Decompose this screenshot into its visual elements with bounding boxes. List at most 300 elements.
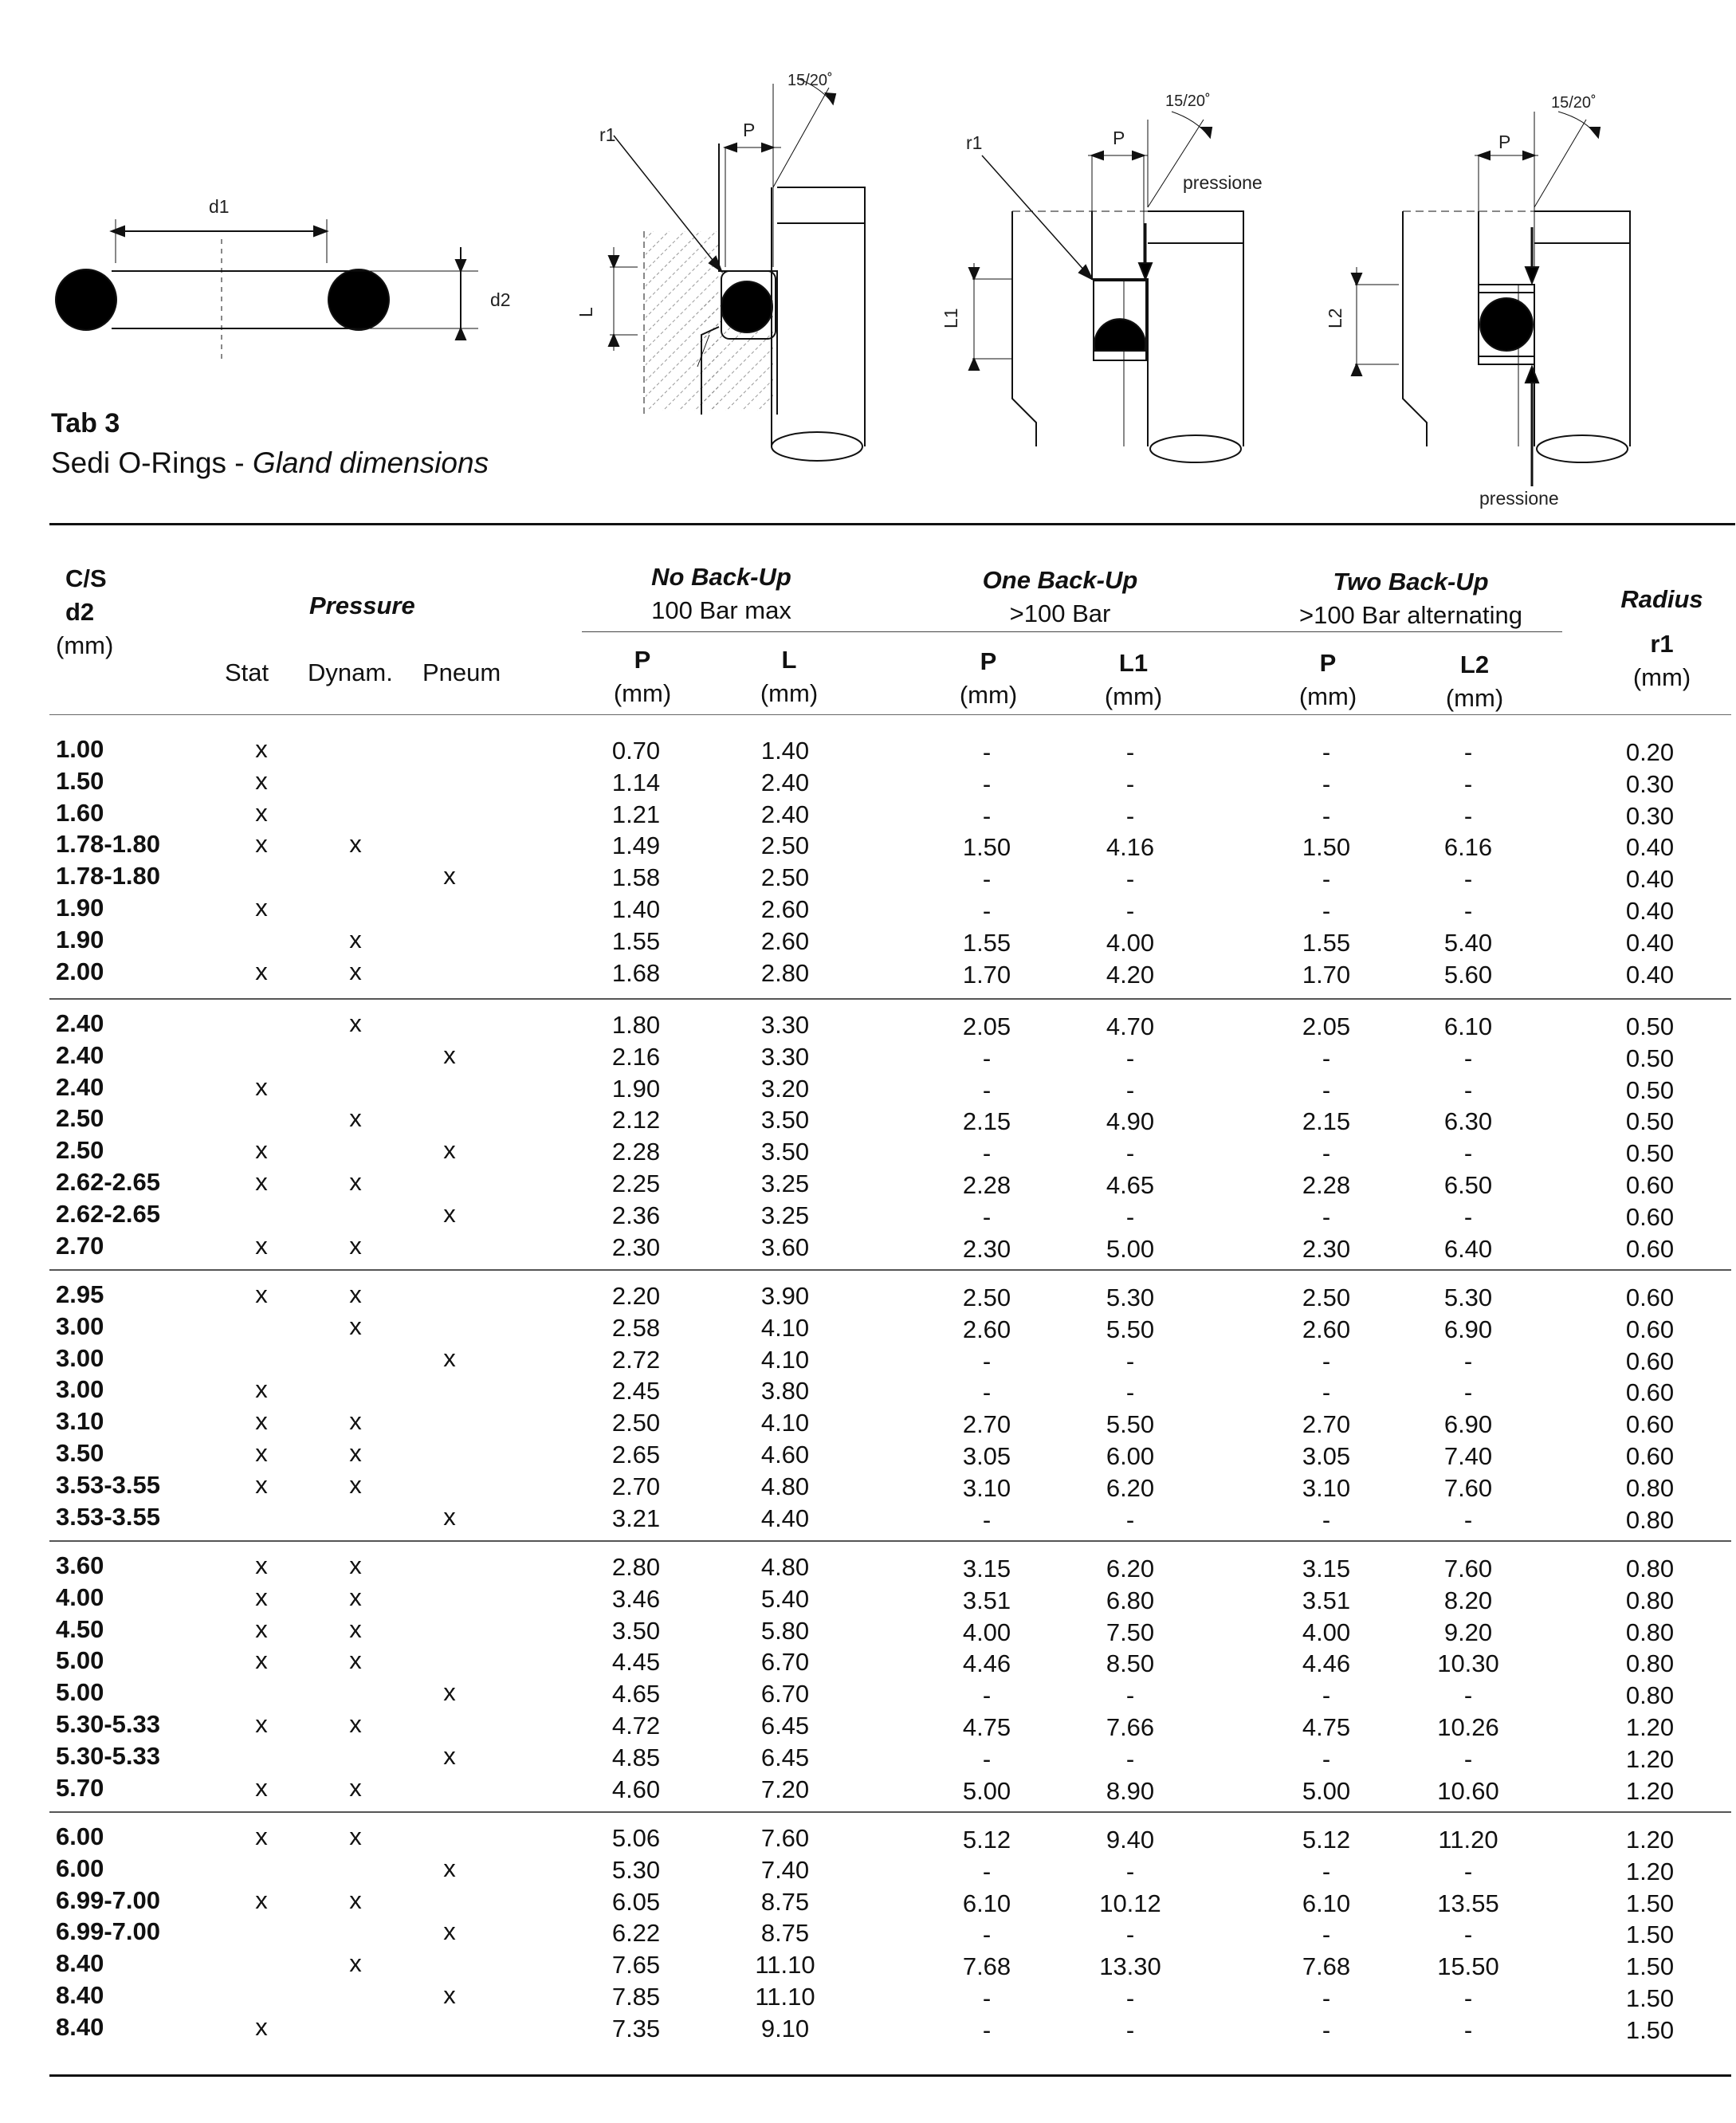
cell-p-two: 5.12 bbox=[1302, 1826, 1351, 1854]
cell-l-no: 3.50 bbox=[760, 1106, 810, 1134]
cell-cs: 2.40 bbox=[56, 1040, 104, 1069]
cell-l2-two: 6.90 bbox=[1443, 1315, 1493, 1343]
cell-r1: 0.60 bbox=[1625, 1410, 1675, 1439]
oring-section-diagram bbox=[56, 219, 478, 359]
cell-l1-one: - bbox=[1125, 1857, 1135, 1885]
cell-l-no: 11.10 bbox=[755, 1951, 815, 1980]
cell-r1: 0.40 bbox=[1625, 897, 1675, 925]
cell-l-no: 2.60 bbox=[760, 926, 810, 955]
cell-l2-two: - bbox=[1463, 801, 1473, 830]
cell-p-two: - bbox=[1322, 801, 1331, 830]
cell-p-no: 4.65 bbox=[611, 1680, 661, 1708]
cell-l2-two: - bbox=[1463, 1505, 1473, 1534]
cell-stat: x bbox=[255, 1136, 268, 1165]
cell-p-one: - bbox=[982, 1505, 992, 1534]
cell-l-no: 4.80 bbox=[760, 1553, 810, 1581]
cell-l1-one: 4.16 bbox=[1106, 833, 1155, 862]
cell-pneum: x bbox=[443, 862, 456, 890]
cell-l-no: 4.40 bbox=[760, 1504, 810, 1532]
cell-dynam: x bbox=[349, 1231, 362, 1260]
cell-l2-two: 5.30 bbox=[1443, 1284, 1493, 1311]
th-no-backup-sub: 100 Bar max bbox=[651, 596, 791, 624]
cell-l-no: 4.60 bbox=[760, 1441, 810, 1468]
cell-p-no: 1.80 bbox=[611, 1011, 661, 1039]
cell-l1-one: 6.00 bbox=[1106, 1442, 1155, 1470]
cell-l1-one: 8.90 bbox=[1106, 1776, 1155, 1805]
cell-l-no: 7.20 bbox=[760, 1775, 810, 1803]
cell-cs: 5.70 bbox=[56, 1773, 104, 1802]
cell-p-no: 4.60 bbox=[611, 1775, 661, 1803]
cell-p-no: 7.35 bbox=[611, 2014, 661, 2042]
cell-l1-one: - bbox=[1125, 801, 1135, 830]
cell-l2-two: 5.40 bbox=[1443, 928, 1493, 957]
cell-l2-two: 6.50 bbox=[1443, 1171, 1493, 1199]
cell-r1: 0.60 bbox=[1625, 1234, 1675, 1263]
cell-l1-one: 6.20 bbox=[1106, 1555, 1155, 1582]
table-row bbox=[0, 1645, 1736, 1677]
th-radius-unit: (mm) bbox=[1632, 663, 1691, 691]
cell-cs: 1.00 bbox=[56, 735, 104, 763]
cell-l-no: 3.30 bbox=[760, 1011, 810, 1039]
th-cs-line3: (mm) bbox=[56, 631, 114, 659]
cell-r1: 0.60 bbox=[1625, 1378, 1675, 1407]
cell-r1: 0.50 bbox=[1625, 1044, 1675, 1072]
cell-l1-one: - bbox=[1125, 1921, 1135, 1949]
table-row bbox=[0, 1677, 1736, 1708]
cell-p-one: 2.15 bbox=[962, 1107, 1011, 1136]
table-row bbox=[0, 1374, 1736, 1406]
tab-subtitle bbox=[51, 446, 489, 480]
cell-dynam: x bbox=[349, 1407, 362, 1436]
cell-p-one: - bbox=[982, 1139, 992, 1168]
cell-l1-one: 5.00 bbox=[1106, 1234, 1155, 1263]
cell-p-two: - bbox=[1322, 1075, 1331, 1104]
table-row bbox=[0, 1008, 1736, 1040]
cell-p-one: 1.50 bbox=[962, 833, 1011, 862]
cell-p-one: 4.75 bbox=[962, 1713, 1011, 1741]
label-p-a: P bbox=[743, 120, 756, 140]
cell-stat: x bbox=[255, 1375, 268, 1404]
cell-l2-two: - bbox=[1463, 865, 1473, 894]
cell-l1-one: 10.12 bbox=[1099, 1889, 1161, 1917]
table-row bbox=[0, 765, 1736, 797]
th-l-no-unit: (mm) bbox=[760, 679, 819, 707]
cell-cs: 8.40 bbox=[56, 1981, 104, 2009]
cell-r1: 0.60 bbox=[1625, 1315, 1675, 1343]
table-row bbox=[0, 1772, 1736, 1804]
cell-l1-one: 4.70 bbox=[1106, 1012, 1155, 1040]
cell-p-no: 2.12 bbox=[611, 1106, 661, 1134]
cell-p-one: - bbox=[982, 2015, 992, 2044]
cell-pneum: x bbox=[443, 1917, 456, 1946]
cell-pneum: x bbox=[443, 1136, 456, 1165]
subtitle-plain: Sedi O-Rings - bbox=[51, 446, 245, 479]
table-row bbox=[0, 1885, 1736, 1917]
cell-p-one: 2.28 bbox=[962, 1171, 1011, 1199]
cell-stat: x bbox=[255, 1646, 268, 1675]
table-row bbox=[0, 733, 1736, 765]
cell-p-no: 2.45 bbox=[611, 1377, 661, 1406]
cell-r1: 0.60 bbox=[1625, 1171, 1675, 1199]
cell-l1-one: 5.50 bbox=[1106, 1410, 1155, 1439]
cell-r1: 1.20 bbox=[1625, 1857, 1675, 1885]
table-row bbox=[0, 1469, 1736, 1501]
cell-p-no: 7.85 bbox=[611, 1983, 661, 2011]
cell-p-two: - bbox=[1322, 1744, 1331, 1773]
cell-l-no: 6.70 bbox=[760, 1648, 810, 1677]
cell-r1: 0.50 bbox=[1625, 1012, 1675, 1040]
cell-stat: x bbox=[255, 1470, 268, 1499]
cell-p-two: - bbox=[1322, 1857, 1331, 1885]
cell-p-one: 3.51 bbox=[962, 1586, 1011, 1614]
cell-p-one: - bbox=[982, 1857, 992, 1885]
table-row bbox=[0, 1198, 1736, 1230]
cell-cs: 3.10 bbox=[56, 1407, 104, 1436]
cell-p-two: 3.15 bbox=[1302, 1555, 1351, 1582]
cell-cs: 1.50 bbox=[56, 766, 104, 795]
cell-l-no: 2.50 bbox=[760, 832, 810, 860]
table-row bbox=[0, 1279, 1736, 1311]
cell-l1-one: - bbox=[1125, 769, 1135, 798]
cell-p-one: - bbox=[982, 1347, 992, 1375]
cell-p-two: - bbox=[1322, 865, 1331, 894]
th-pneum: Pneum bbox=[422, 659, 501, 686]
cell-p-two: 2.30 bbox=[1302, 1234, 1351, 1263]
cell-r1: 0.30 bbox=[1625, 769, 1675, 798]
group-separator bbox=[49, 1811, 1731, 1813]
cell-l-no: 8.75 bbox=[760, 1919, 810, 1948]
cell-l2-two: - bbox=[1463, 1139, 1473, 1168]
label-r1-b: r1 bbox=[966, 132, 983, 153]
cell-l-no: 5.80 bbox=[760, 1616, 810, 1645]
cell-p-two: 1.50 bbox=[1302, 833, 1351, 862]
cell-p-two: 3.05 bbox=[1302, 1442, 1351, 1470]
cell-cs: 2.70 bbox=[56, 1231, 104, 1260]
cell-l-no: 4.80 bbox=[760, 1472, 810, 1500]
table-row bbox=[0, 1501, 1736, 1533]
cell-l1-one: 7.66 bbox=[1106, 1713, 1155, 1741]
cell-cs: 2.62-2.65 bbox=[56, 1168, 160, 1196]
header-subrule bbox=[582, 631, 1562, 632]
cell-l-no: 3.25 bbox=[760, 1201, 810, 1229]
table-row bbox=[0, 828, 1736, 860]
label-d1: d1 bbox=[209, 196, 230, 217]
cell-r1: 0.60 bbox=[1625, 1202, 1675, 1231]
cell-p-no: 2.16 bbox=[611, 1042, 661, 1071]
th-l-no: L bbox=[781, 646, 797, 674]
cell-l2-two: - bbox=[1463, 1681, 1473, 1710]
table-row bbox=[0, 1614, 1736, 1645]
table-row bbox=[0, 892, 1736, 924]
cell-l2-two: 10.26 bbox=[1437, 1713, 1499, 1741]
cell-p-no: 0.70 bbox=[611, 737, 661, 765]
cell-l2-two: 10.60 bbox=[1437, 1776, 1499, 1805]
cell-p-no: 4.72 bbox=[611, 1712, 661, 1740]
cell-p-one: 3.05 bbox=[962, 1442, 1011, 1470]
th-l2-two: L2 bbox=[1459, 651, 1490, 678]
th-cs-line1: C/S bbox=[65, 564, 107, 592]
cell-p-no: 1.21 bbox=[611, 800, 661, 828]
cell-p-two: - bbox=[1322, 897, 1331, 925]
cell-cs: 3.53-3.55 bbox=[56, 1502, 160, 1531]
cell-stat: x bbox=[255, 1280, 268, 1308]
cell-l-no: 4.10 bbox=[760, 1313, 810, 1342]
cell-l1-one: 4.00 bbox=[1106, 928, 1155, 957]
label-angle-a: 15/20˚ bbox=[787, 72, 833, 89]
cell-r1: 0.80 bbox=[1625, 1555, 1675, 1582]
cell-cs: 2.50 bbox=[56, 1104, 104, 1133]
table-row bbox=[0, 1582, 1736, 1614]
cell-r1: 0.40 bbox=[1625, 960, 1675, 989]
cell-dynam: x bbox=[349, 957, 362, 985]
cell-l2-two: - bbox=[1463, 1347, 1473, 1375]
cell-stat: x bbox=[255, 957, 268, 985]
cell-dynam: x bbox=[349, 1470, 362, 1499]
cell-r1: 1.20 bbox=[1625, 1713, 1675, 1741]
cell-p-one: 2.05 bbox=[962, 1012, 1011, 1040]
cell-p-no: 2.36 bbox=[611, 1201, 661, 1229]
cell-stat: x bbox=[255, 830, 268, 859]
cell-p-no: 2.30 bbox=[611, 1233, 661, 1261]
cell-l-no: 2.50 bbox=[760, 863, 810, 892]
cell-stat: x bbox=[255, 1407, 268, 1436]
cell-p-two: 2.05 bbox=[1302, 1012, 1351, 1040]
table-row bbox=[0, 2011, 1736, 2043]
cell-p-two: - bbox=[1322, 1681, 1331, 1710]
cell-l2-two: 11.20 bbox=[1438, 1826, 1498, 1854]
th-p-two: P bbox=[1319, 649, 1337, 677]
label-p-b: P bbox=[1113, 128, 1125, 148]
table-row bbox=[0, 1948, 1736, 1980]
cell-cs: 6.99-7.00 bbox=[56, 1885, 160, 1914]
cell-l-no: 7.60 bbox=[760, 1824, 810, 1852]
cell-l1-one: - bbox=[1125, 1505, 1135, 1534]
cell-stat: x bbox=[255, 766, 268, 795]
cell-dynam: x bbox=[349, 1280, 362, 1308]
cell-cs: 1.78-1.80 bbox=[56, 862, 160, 890]
cell-r1: 0.40 bbox=[1625, 833, 1675, 862]
cell-l1-one: - bbox=[1125, 865, 1135, 894]
cell-l2-two: - bbox=[1463, 1857, 1473, 1885]
cell-cs: 5.30-5.33 bbox=[56, 1710, 160, 1738]
cell-r1: 0.60 bbox=[1625, 1284, 1675, 1311]
cell-p-two: 3.10 bbox=[1302, 1473, 1351, 1502]
cell-l1-one: - bbox=[1125, 1139, 1135, 1168]
cell-r1: 0.40 bbox=[1625, 928, 1675, 957]
cell-p-no: 1.90 bbox=[611, 1074, 661, 1103]
cell-stat: x bbox=[255, 2012, 268, 2041]
cell-p-one: - bbox=[982, 1044, 992, 1072]
cell-pneum: x bbox=[443, 1343, 456, 1372]
cell-p-two: - bbox=[1322, 1347, 1331, 1375]
cell-stat: x bbox=[255, 1168, 268, 1196]
cell-p-no: 1.49 bbox=[611, 832, 661, 860]
cell-p-one: 5.00 bbox=[962, 1776, 1011, 1805]
cell-pneum: x bbox=[443, 1854, 456, 1882]
th-radius-sub: r1 bbox=[1650, 630, 1674, 658]
cell-l2-two: 15.50 bbox=[1437, 1952, 1499, 1981]
cell-p-two: 4.75 bbox=[1302, 1713, 1351, 1741]
cell-p-no: 5.06 bbox=[611, 1824, 661, 1852]
cell-r1: 0.80 bbox=[1625, 1649, 1675, 1678]
cell-p-no: 1.55 bbox=[611, 926, 661, 955]
label-pressione-c: pressione bbox=[1479, 488, 1559, 509]
cell-p-one: 4.00 bbox=[962, 1618, 1011, 1646]
cell-l-no: 3.30 bbox=[760, 1042, 810, 1071]
cell-l1-one: 7.50 bbox=[1106, 1618, 1155, 1646]
th-l2-two-unit: (mm) bbox=[1445, 684, 1504, 712]
cell-l2-two: 10.30 bbox=[1437, 1649, 1499, 1678]
cell-l2-two: 6.30 bbox=[1443, 1107, 1493, 1136]
cell-p-two: 4.00 bbox=[1302, 1618, 1351, 1646]
cell-p-no: 1.68 bbox=[611, 958, 661, 987]
cell-l2-two: - bbox=[1463, 2015, 1473, 2044]
cell-cs: 2.62-2.65 bbox=[56, 1199, 160, 1228]
cell-p-two: - bbox=[1322, 1202, 1331, 1231]
cell-dynam: x bbox=[349, 1773, 362, 1802]
cell-l1-one: - bbox=[1125, 1984, 1135, 2012]
cell-p-one: 2.50 bbox=[962, 1284, 1011, 1311]
cell-r1: 0.50 bbox=[1625, 1075, 1675, 1104]
cell-cs: 5.00 bbox=[56, 1646, 104, 1675]
label-r1-a: r1 bbox=[599, 124, 616, 145]
cell-cs: 5.00 bbox=[56, 1678, 104, 1707]
cell-r1: 1.50 bbox=[1625, 1921, 1675, 1949]
cell-l-no: 3.80 bbox=[760, 1377, 810, 1406]
cell-p-no: 1.58 bbox=[611, 863, 661, 892]
cell-l-no: 8.75 bbox=[760, 1887, 810, 1916]
cell-p-no: 1.14 bbox=[611, 768, 661, 796]
subtitle-italic: Gland dimensions bbox=[252, 446, 489, 479]
label-angle-c: 15/20˚ bbox=[1551, 94, 1597, 112]
cell-l-no: 6.45 bbox=[760, 1743, 810, 1771]
cell-pneum: x bbox=[443, 1741, 456, 1770]
cell-p-two: - bbox=[1322, 738, 1331, 766]
cell-l1-one: 4.65 bbox=[1106, 1171, 1155, 1199]
label-l-a: L bbox=[575, 307, 596, 317]
cell-l1-one: 4.20 bbox=[1106, 960, 1155, 989]
tab-title: Tab 3 bbox=[51, 408, 120, 438]
cell-l1-one: 13.30 bbox=[1099, 1952, 1161, 1981]
cell-stat: x bbox=[255, 1582, 268, 1611]
cell-p-one: 5.12 bbox=[962, 1826, 1011, 1854]
cell-dynam: x bbox=[349, 925, 362, 953]
th-two-backup: Two Back-Up bbox=[1333, 568, 1489, 596]
cell-l1-one: 4.90 bbox=[1106, 1107, 1155, 1136]
cell-l-no: 5.40 bbox=[760, 1584, 810, 1613]
cell-r1: 0.80 bbox=[1625, 1618, 1675, 1646]
cell-l-no: 1.40 bbox=[760, 737, 810, 765]
cell-cs: 6.00 bbox=[56, 1854, 104, 1882]
cell-p-one: - bbox=[982, 1378, 992, 1407]
cell-r1: 1.50 bbox=[1625, 1984, 1675, 2012]
cell-dynam: x bbox=[349, 1551, 362, 1579]
cell-p-two: 5.00 bbox=[1302, 1776, 1351, 1805]
cell-p-no: 4.45 bbox=[611, 1648, 661, 1677]
cell-p-no: 2.58 bbox=[611, 1313, 661, 1342]
cell-p-one: 2.60 bbox=[962, 1315, 1011, 1343]
cell-r1: 0.50 bbox=[1625, 1139, 1675, 1168]
cell-p-two: 6.10 bbox=[1302, 1889, 1351, 1917]
th-dynam: Dynam. bbox=[308, 659, 393, 686]
label-pressione-b: pressione bbox=[1183, 172, 1263, 193]
cell-l1-one: 6.80 bbox=[1106, 1586, 1155, 1614]
th-l1-one-unit: (mm) bbox=[1104, 682, 1163, 710]
th-no-backup: No Back-Up bbox=[651, 563, 791, 591]
cell-p-two: 2.28 bbox=[1302, 1171, 1351, 1199]
cell-p-no: 2.72 bbox=[611, 1345, 661, 1374]
cell-l-no: 7.40 bbox=[760, 1855, 810, 1884]
cell-l1-one: - bbox=[1125, 1075, 1135, 1104]
cell-cs: 6.00 bbox=[56, 1822, 104, 1850]
th-one-backup: One Back-Up bbox=[982, 566, 1138, 594]
cell-stat: x bbox=[255, 1072, 268, 1101]
cell-dynam: x bbox=[349, 1614, 362, 1643]
cell-cs: 8.40 bbox=[56, 2012, 104, 2041]
cell-cs: 6.99-7.00 bbox=[56, 1917, 160, 1946]
cell-p-one: 1.70 bbox=[962, 960, 1011, 989]
table-row bbox=[0, 1708, 1736, 1740]
cell-p-no: 7.65 bbox=[611, 1951, 661, 1980]
cell-l2-two: - bbox=[1463, 1044, 1473, 1072]
header-bottom-rule bbox=[49, 714, 1731, 715]
cell-p-one: - bbox=[982, 769, 992, 798]
cell-stat: x bbox=[255, 1614, 268, 1643]
th-p-two-unit: (mm) bbox=[1298, 682, 1357, 710]
cell-l-no: 3.20 bbox=[760, 1074, 810, 1103]
cell-p-one: - bbox=[982, 1681, 992, 1710]
cell-r1: 1.50 bbox=[1625, 1889, 1675, 1917]
cell-p-no: 2.20 bbox=[611, 1282, 661, 1310]
cell-dynam: x bbox=[349, 1009, 362, 1037]
cell-p-one: 2.70 bbox=[962, 1410, 1011, 1439]
cell-p-two: 4.46 bbox=[1302, 1649, 1351, 1678]
cell-cs: 1.90 bbox=[56, 894, 104, 922]
cell-cs: 1.90 bbox=[56, 925, 104, 953]
cell-stat: x bbox=[255, 1551, 268, 1579]
group-separator bbox=[49, 998, 1731, 1000]
cell-l-no: 6.45 bbox=[760, 1712, 810, 1740]
cell-l2-two: - bbox=[1463, 769, 1473, 798]
cell-p-no: 3.21 bbox=[611, 1504, 661, 1532]
cell-dynam: x bbox=[349, 1949, 362, 1978]
table-row bbox=[0, 1740, 1736, 1772]
cell-l1-one: - bbox=[1125, 1347, 1135, 1375]
cell-l2-two: 5.60 bbox=[1443, 960, 1493, 989]
cell-l1-one: - bbox=[1125, 1681, 1135, 1710]
cell-l2-two: - bbox=[1463, 1202, 1473, 1231]
cell-r1: 1.20 bbox=[1625, 1744, 1675, 1773]
gland-diagram-two-backup bbox=[1352, 112, 1630, 486]
table-row bbox=[0, 924, 1736, 956]
cell-p-two: 2.70 bbox=[1302, 1410, 1351, 1439]
cell-stat: x bbox=[255, 1710, 268, 1738]
cell-l-no: 9.10 bbox=[760, 2014, 810, 2042]
cell-p-two: - bbox=[1322, 1984, 1331, 2012]
cell-cs: 3.00 bbox=[56, 1311, 104, 1340]
cell-l-no: 3.60 bbox=[760, 1233, 810, 1261]
cell-l2-two: - bbox=[1463, 1744, 1473, 1773]
table-row bbox=[0, 860, 1736, 892]
cell-l-no: 3.25 bbox=[760, 1170, 810, 1197]
cell-p-two: - bbox=[1322, 1378, 1331, 1407]
cell-pneum: x bbox=[443, 1981, 456, 2009]
cell-p-one: - bbox=[982, 1744, 992, 1773]
cell-dynam: x bbox=[349, 1710, 362, 1738]
cell-r1: 0.80 bbox=[1625, 1473, 1675, 1502]
cell-cs: 2.00 bbox=[56, 957, 104, 985]
cell-l1-one: - bbox=[1125, 1378, 1135, 1407]
